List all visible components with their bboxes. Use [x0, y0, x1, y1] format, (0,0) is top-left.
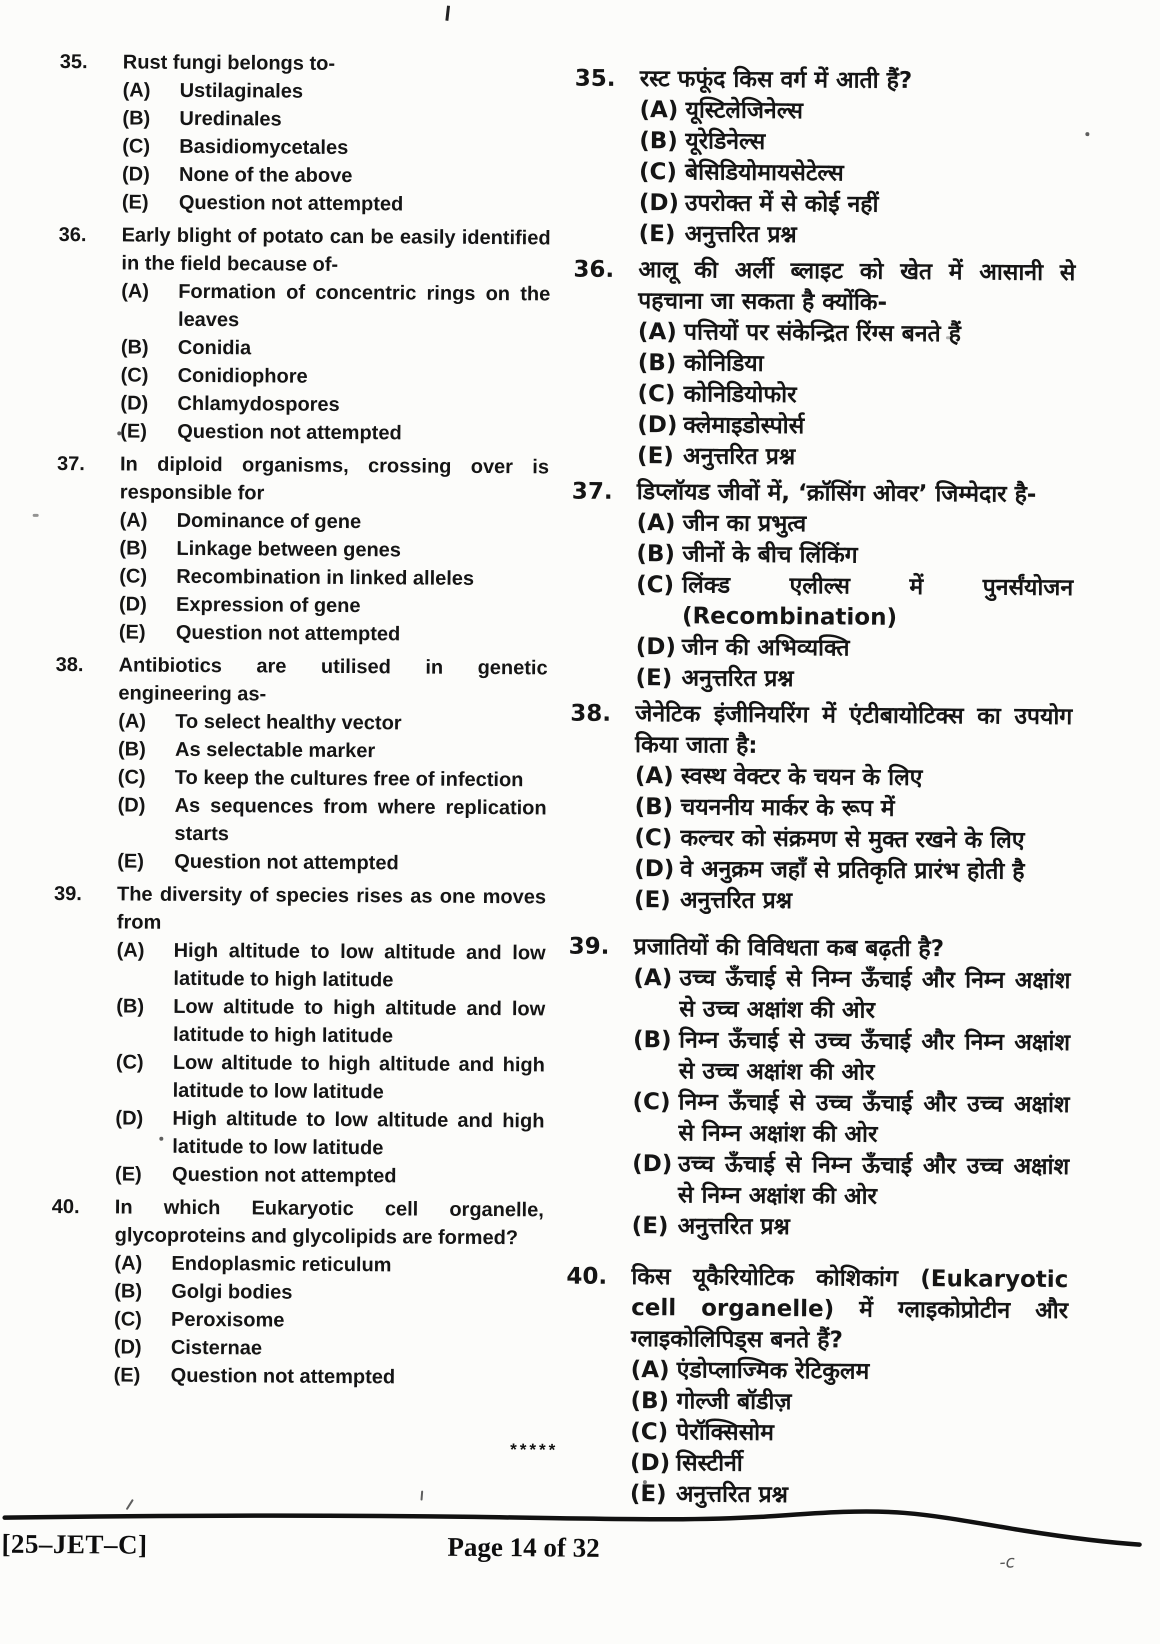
- question-number: 38.: [55, 653, 84, 677]
- option-row: [114, 1333, 543, 1364]
- option-letter: (E): [121, 191, 149, 214]
- option-letter: (B): [117, 738, 146, 761]
- option-row: [115, 1104, 544, 1163]
- english-column: [31, 48, 552, 1398]
- option-text: Conidia: [177, 336, 252, 360]
- option-row: [119, 562, 548, 593]
- option-letter: (E): [631, 1213, 669, 1240]
- option-row: [120, 389, 549, 420]
- option-text: Dominance of gene: [176, 509, 362, 534]
- question-text: Rust fungi belongs to-: [122, 51, 336, 75]
- page-indicator: Page 14 of 32: [447, 1531, 600, 1563]
- option-letter: (C): [634, 825, 673, 852]
- option-row: [633, 1025, 1070, 1090]
- option-text: To keep the cultures free of infection: [174, 766, 524, 792]
- option-text: Formation of concentric rings on the leaves: [177, 280, 551, 332]
- option-text: Low altitude to high altitude and high latitude to low latitude: [172, 1051, 545, 1104]
- option-letter: (B): [630, 1388, 670, 1415]
- option-letter: (D): [638, 190, 680, 217]
- question-number: 36.: [573, 256, 615, 283]
- option-letter: (D): [117, 794, 146, 817]
- option-text: Basidiomycetales: [179, 135, 349, 160]
- option-letter: (D): [629, 1450, 671, 1477]
- option-text: यूरेडिनेल्स: [685, 128, 766, 155]
- option-row: [639, 95, 1076, 129]
- option-row: [633, 963, 1070, 1028]
- option-letter: (D): [113, 1336, 142, 1359]
- option-text: अनुत्तरित प्रश्न: [681, 665, 794, 693]
- option-text: पत्तियों पर संकेन्द्रित रिंग्स बनते हैं: [683, 319, 961, 348]
- option-letter: (A): [630, 1357, 670, 1384]
- option-text: Recombination in linked alleles: [176, 565, 475, 590]
- option-letter: (D): [121, 163, 150, 186]
- option-text: Question not attempted: [174, 850, 399, 875]
- option-row: [638, 317, 1075, 351]
- option-letter: (A): [637, 319, 677, 346]
- option-text: कल्चर को संक्रमण से मुक्त रखने के लिए: [680, 825, 1025, 854]
- question-number: 35.: [574, 65, 616, 92]
- option-text: As selectable marker: [174, 738, 376, 763]
- question-text: किस यूकैरियोटिक कोशिकांग (Eukaryotic cell organelle) में ग्लाइकोप्रोटीन और ग्लाइकोलिपिड्स बनते हैं?: [630, 1264, 1069, 1354]
- option-row: [114, 1305, 543, 1336]
- option-text: Ustilaginales: [179, 79, 304, 103]
- option-letter: (C): [120, 364, 149, 387]
- option-row: [121, 277, 550, 336]
- question-text: In diploid organisms, crossing over is responsible for: [119, 453, 550, 505]
- option-row: [120, 417, 549, 448]
- option-letter: (E): [118, 621, 146, 644]
- option-letter: (C): [122, 135, 151, 158]
- option-letter: (B): [632, 1027, 672, 1054]
- question-number: 40.: [51, 1195, 80, 1219]
- question-number: 39.: [53, 882, 82, 906]
- option-text: Peroxisome: [170, 1308, 285, 1332]
- option-text: स्वस्थ वेक्टर के चयन के लिए: [680, 763, 923, 792]
- question-40-en: [31, 1193, 544, 1393]
- option-letter: (A): [116, 939, 145, 962]
- question-number: 39.: [568, 933, 610, 960]
- option-row: [116, 936, 545, 995]
- option-text: Question not attempted: [178, 191, 404, 216]
- option-text: बेसिडियोमायसेटेल्स: [685, 159, 844, 187]
- option-text: एंडोप्लाज्मिक रेटिकुलम: [676, 1357, 870, 1385]
- option-letter: (E): [633, 887, 671, 914]
- option-letter: (C): [113, 1308, 142, 1331]
- question-39-hi: [555, 931, 1071, 1245]
- option-letter: (C): [636, 572, 675, 599]
- option-row: [632, 1087, 1069, 1152]
- question-text: रस्ट फफूंद किस वर्ग में आती हैं?: [639, 66, 913, 94]
- option-row: [122, 132, 551, 163]
- option-text: Question not attempted: [170, 1364, 396, 1389]
- option-row: [118, 763, 547, 794]
- option-row: [122, 188, 551, 219]
- question-40-hi: [553, 1261, 1069, 1513]
- option-letter: (B): [636, 541, 676, 568]
- option-letter: (E): [635, 665, 673, 692]
- option-letter: (C): [632, 1089, 671, 1116]
- option-letter: (E): [629, 1481, 667, 1508]
- option-row: [638, 348, 1075, 382]
- option-text: Conidiophore: [177, 364, 308, 388]
- option-letter: (D): [118, 593, 147, 616]
- option-letter: (A): [121, 280, 150, 303]
- question-39-en: [32, 880, 546, 1192]
- option-text: Linkage between genes: [176, 537, 402, 562]
- option-row: [121, 361, 550, 392]
- option-text: Question not attempted: [177, 420, 402, 445]
- option-letter: (A): [119, 509, 148, 532]
- option-text: पेरॉक्सिसोम: [676, 1419, 774, 1447]
- option-row: [637, 410, 1074, 444]
- question-text: आलू की अर्ली ब्लाइट को खेत में आसानी से पहचाना जा सकता है क्योंकि-: [638, 257, 1076, 316]
- option-row: [637, 508, 1074, 542]
- option-row: [631, 1355, 1068, 1389]
- option-row: [117, 791, 546, 850]
- option-row: [639, 126, 1076, 160]
- option-text: कोनिडिया: [683, 350, 764, 377]
- option-text: Golgi bodies: [171, 1280, 293, 1304]
- option-row: [122, 104, 551, 135]
- option-row: [634, 885, 1071, 919]
- question-text: Antibiotics are utilised in genetic engineering as-: [118, 654, 548, 706]
- option-text: क्लेमाइडोस्पोर्स: [683, 412, 805, 440]
- question-number: 35.: [59, 50, 88, 74]
- option-letter: (A): [118, 710, 147, 733]
- booklet-code: [25–JET–C]: [1, 1528, 148, 1560]
- option-text: High altitude to low altitude and high latitude to low latitude: [172, 1107, 545, 1160]
- option-letter: (A): [634, 763, 674, 790]
- option-text: अनुत्तरित प्रश्न: [683, 443, 796, 471]
- option-row: [119, 590, 548, 621]
- option-letter: (B): [637, 350, 677, 377]
- option-text: गोल्जी बॉडीज़: [676, 1388, 792, 1416]
- option-letter: (A): [639, 97, 679, 124]
- option-letter: (B): [116, 995, 145, 1018]
- option-text: High altitude to low altitude and low latitude to high latitude: [173, 939, 546, 992]
- option-row: [632, 1211, 1069, 1245]
- question-35-en: [39, 48, 552, 220]
- option-text: निम्न ऊँचाई से उच्च ऊँचाई और निम्न अक्षांश से उच्च अक्षांश की ओर: [678, 1027, 1071, 1086]
- option-letter: (C): [119, 565, 148, 588]
- option-letter: (A): [636, 510, 676, 537]
- option-text: Low altitude to high altitude and low latitude to high latitude: [172, 995, 546, 1048]
- option-text: सिस्टीर्नी: [675, 1450, 743, 1477]
- option-letter: (D): [634, 856, 675, 883]
- option-text: उपरोक्त में से कोई नहीं: [684, 190, 879, 218]
- option-text: Expression of gene: [175, 593, 361, 618]
- option-row: [639, 157, 1076, 191]
- option-text: Question not attempted: [172, 1163, 397, 1188]
- option-letter: (A): [633, 965, 673, 992]
- option-letter: (B): [114, 1280, 143, 1303]
- option-row: [630, 1448, 1067, 1482]
- option-letter: (C): [637, 381, 676, 408]
- scan-speck: [1085, 132, 1089, 136]
- option-letter: (E): [637, 443, 674, 470]
- question-text: The diversity of species rises as one moves from: [116, 883, 547, 934]
- option-text: जीन की अभिव्यक्ति: [681, 634, 850, 662]
- option-letter: (E): [113, 1364, 141, 1387]
- option-text: Question not attempted: [175, 621, 401, 646]
- question-36-hi: [560, 255, 1076, 476]
- option-row: [639, 219, 1076, 253]
- option-row: [121, 333, 550, 364]
- option-row: [630, 1386, 1067, 1420]
- option-row: [632, 1149, 1069, 1214]
- option-text: अनुत्तरित प्रश्न: [684, 221, 797, 249]
- question-number: 36.: [58, 223, 87, 247]
- option-letter: (A): [122, 79, 151, 102]
- scan-artifact: [445, 6, 450, 21]
- question-37-hi: [558, 477, 1074, 698]
- option-text: उच्च ऊँचाई से निम्न ऊँचाई और उच्च अक्षांश से निम्न अक्षांश की ओर: [677, 1151, 1070, 1210]
- option-row: [634, 823, 1071, 857]
- option-row: [114, 1277, 543, 1308]
- option-text: अनुत्तरित प्रश्न: [675, 1481, 789, 1509]
- option-row: [115, 1160, 544, 1191]
- option-text: None of the above: [178, 163, 353, 188]
- question-text: डिप्लॉयड जीवों में, ‘क्रॉसिंग ओवर’ जिम्मेदार है-: [636, 479, 1037, 508]
- question-number: 37.: [56, 452, 85, 476]
- option-row: [630, 1417, 1067, 1451]
- question-text: In which Eukaryotic cell organelle, glycoproteins and glycolipids are formed?: [114, 1196, 544, 1250]
- option-letter: (C): [630, 1419, 669, 1446]
- option-row: [116, 1048, 545, 1107]
- option-row: [116, 992, 545, 1051]
- option-text: Uredinales: [179, 107, 282, 131]
- option-letter: (D): [635, 634, 676, 661]
- option-letter: (A): [114, 1252, 143, 1275]
- question-36-en: [37, 221, 551, 449]
- stray-mark: -c: [998, 1552, 1016, 1574]
- option-text: यूस्टिलेजिनेल्स: [685, 97, 804, 125]
- option-text: Chlamydospores: [177, 392, 340, 416]
- option-text: वे अनुक्रम जहाँ से प्रतिकृति प्रारंभ होती है: [680, 856, 1025, 885]
- option-row: [636, 632, 1073, 666]
- option-text: लिंक्ड एलील्स में पुनर्संयोजन (Recombination): [681, 572, 1074, 631]
- option-row: [123, 76, 552, 107]
- option-letter: (D): [115, 1107, 144, 1130]
- option-text: चयननीय मार्कर के रूप में: [680, 794, 895, 822]
- option-text: निम्न ऊँचाई से उच्च ऊँचाई और उच्च अक्षांश से निम्न अक्षांश की ओर: [678, 1089, 1070, 1148]
- option-row: [637, 441, 1074, 475]
- option-letter: (D): [637, 412, 678, 439]
- option-row: [119, 618, 548, 649]
- question-35-hi: [562, 64, 1077, 254]
- option-letter: (C): [115, 1051, 144, 1074]
- option-text: अनुत्तरित प्रश्न: [679, 887, 793, 915]
- option-row: [120, 506, 549, 537]
- option-text: जीन का प्रभुत्व: [682, 510, 807, 538]
- scan-speck: [420, 1490, 423, 1500]
- option-letter: (C): [639, 159, 678, 186]
- option-text: अनुत्तरित प्रश्न: [677, 1213, 790, 1241]
- option-letter: (B): [119, 537, 148, 560]
- option-text: Endoplasmic reticulum: [171, 1252, 392, 1277]
- option-row: [634, 854, 1071, 888]
- option-text: उच्च ऊँचाई से निम्न ऊँचाई और निम्न अक्षांश से उच्च अक्षांश की ओर: [679, 965, 1071, 1024]
- option-letter: (B): [634, 794, 674, 821]
- option-letter: (E): [117, 850, 145, 873]
- option-letter: (D): [632, 1151, 673, 1178]
- option-text: जीनों के बीच लिंकिंग: [682, 541, 858, 569]
- option-row: [119, 534, 548, 565]
- option-letter: (E): [115, 1163, 142, 1186]
- option-row: [118, 735, 547, 766]
- option-text: कोनिडियोफोर: [683, 381, 797, 409]
- option-row: [636, 570, 1073, 635]
- question-number: 40.: [566, 1263, 608, 1290]
- option-row: [114, 1361, 543, 1392]
- hindi-column: [553, 64, 1077, 1519]
- question-text: जेनेटिक इंजीनियरिंग में एंटीबायोटिक्स का उपयोग किया जाता है:: [635, 701, 1073, 759]
- option-letter: (B): [639, 128, 678, 155]
- option-row: [636, 539, 1073, 573]
- option-letter: (D): [120, 392, 149, 415]
- option-row: [637, 379, 1074, 413]
- question-text: प्रजातियों की विविधता कब बढ़ती है?: [633, 934, 945, 963]
- option-row: [639, 188, 1076, 222]
- question-38-hi: [557, 698, 1073, 919]
- option-row: [118, 707, 547, 738]
- option-row: [117, 847, 546, 878]
- question-number: 37.: [571, 478, 613, 505]
- option-text: Cisternae: [170, 1336, 263, 1360]
- question-37-en: [36, 450, 549, 650]
- question-38-en: [34, 651, 548, 879]
- option-text: To select healthy vector: [175, 710, 402, 735]
- option-row: [122, 160, 551, 191]
- option-row: [635, 761, 1072, 795]
- option-row: [635, 792, 1072, 826]
- option-row: [635, 663, 1072, 697]
- question-text: Early blight of potato can be easily identified in the field because of-: [121, 224, 551, 276]
- option-letter: (B): [122, 107, 151, 130]
- question-number: 38.: [570, 700, 612, 727]
- option-letter: (E): [638, 221, 676, 248]
- option-letter: (E): [120, 420, 148, 443]
- option-row: [114, 1249, 543, 1280]
- option-letter: (B): [120, 336, 149, 359]
- option-letter: (C): [117, 766, 146, 789]
- option-text: As sequences from where replication starts: [174, 794, 547, 846]
- end-of-paper-marker: *****: [510, 1440, 559, 1460]
